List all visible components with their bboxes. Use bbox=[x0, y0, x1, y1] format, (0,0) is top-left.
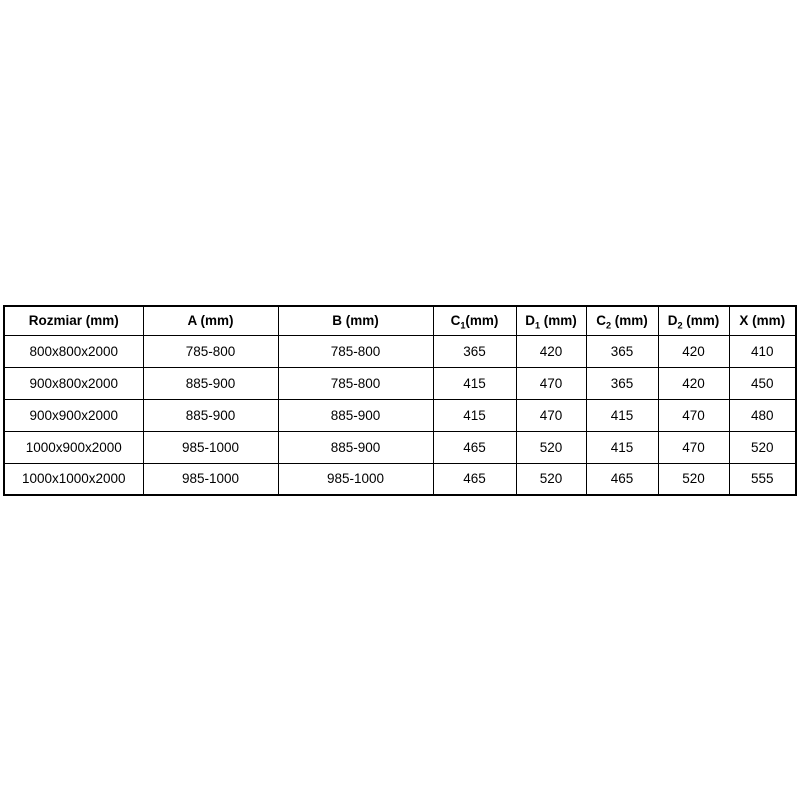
cell-x: 450 bbox=[729, 367, 796, 399]
cell-d1: 470 bbox=[516, 399, 586, 431]
header-label-suffix: (mm) bbox=[611, 313, 648, 329]
cell-c2: 415 bbox=[586, 431, 658, 463]
header-cell-b bbox=[278, 306, 433, 335]
dimensions-table bbox=[3, 305, 797, 496]
header-label-suffix: (mm) bbox=[540, 313, 577, 329]
cell-d1: 520 bbox=[516, 431, 586, 463]
cell-d2: 470 bbox=[658, 399, 729, 431]
header-subscript: 1 bbox=[460, 320, 466, 331]
header-label: A (mm) bbox=[187, 313, 234, 329]
header-subscript: 2 bbox=[605, 320, 612, 331]
header-cell-c2 bbox=[586, 306, 658, 335]
header-label: Rozmiar (mm) bbox=[28, 313, 119, 329]
table-row bbox=[4, 335, 796, 367]
header-subscript: 1 bbox=[534, 320, 541, 331]
cell-d2: 520 bbox=[658, 463, 729, 495]
header-label-suffix: (mm) bbox=[465, 313, 499, 329]
table-row bbox=[4, 463, 796, 495]
cell-b: 985-1000 bbox=[278, 463, 433, 495]
cell-a: 785-800 bbox=[143, 335, 278, 367]
header-cell-c1 bbox=[433, 306, 516, 335]
cell-d2: 420 bbox=[658, 367, 729, 399]
cell-rozmiar: 900x900x2000 bbox=[4, 399, 143, 431]
header-subscript: 2 bbox=[677, 320, 683, 331]
cell-rozmiar: 800x800x2000 bbox=[4, 335, 143, 367]
header-label: C bbox=[450, 313, 461, 329]
cell-c2: 365 bbox=[586, 367, 658, 399]
cell-d1: 470 bbox=[516, 367, 586, 399]
cell-x: 410 bbox=[729, 335, 796, 367]
cell-a: 985-1000 bbox=[143, 431, 278, 463]
cell-c1: 465 bbox=[433, 431, 516, 463]
cell-c1: 415 bbox=[433, 399, 516, 431]
cell-a: 885-900 bbox=[143, 367, 278, 399]
header-label-suffix: (mm) bbox=[682, 313, 720, 329]
cell-rozmiar: 1000x900x2000 bbox=[4, 431, 143, 463]
cell-c2: 365 bbox=[586, 335, 658, 367]
cell-d1: 520 bbox=[516, 463, 586, 495]
header-cell-rozmiar bbox=[4, 306, 143, 335]
cell-c1: 415 bbox=[433, 367, 516, 399]
table-row bbox=[4, 399, 796, 431]
cell-x: 480 bbox=[729, 399, 796, 431]
cell-a: 885-900 bbox=[143, 399, 278, 431]
cell-a: 985-1000 bbox=[143, 463, 278, 495]
table-row bbox=[4, 367, 796, 399]
cell-d2: 470 bbox=[658, 431, 729, 463]
cell-x: 520 bbox=[729, 431, 796, 463]
header-label: X (mm) bbox=[739, 313, 786, 329]
cell-b: 785-800 bbox=[278, 367, 433, 399]
dimensions-table-container bbox=[3, 305, 795, 496]
cell-rozmiar: 900x800x2000 bbox=[4, 367, 143, 399]
header-label: D bbox=[525, 313, 535, 329]
cell-x: 555 bbox=[729, 463, 796, 495]
cell-d2: 420 bbox=[658, 335, 729, 367]
header-label: D bbox=[667, 313, 678, 329]
table-row bbox=[4, 431, 796, 463]
header-cell-d2 bbox=[658, 306, 729, 335]
cell-c1: 365 bbox=[433, 335, 516, 367]
cell-c2: 415 bbox=[586, 399, 658, 431]
cell-b: 885-900 bbox=[278, 399, 433, 431]
cell-c2: 465 bbox=[586, 463, 658, 495]
cell-b: 885-900 bbox=[278, 431, 433, 463]
cell-c1: 465 bbox=[433, 463, 516, 495]
header-label: C bbox=[596, 313, 606, 329]
header-row bbox=[4, 306, 796, 335]
header-cell-a bbox=[143, 306, 278, 335]
header-label: B (mm) bbox=[332, 313, 379, 329]
header-cell-d1 bbox=[516, 306, 586, 335]
cell-rozmiar: 1000x1000x2000 bbox=[4, 463, 143, 495]
cell-b: 785-800 bbox=[278, 335, 433, 367]
header-cell-x bbox=[729, 306, 796, 335]
cell-d1: 420 bbox=[516, 335, 586, 367]
